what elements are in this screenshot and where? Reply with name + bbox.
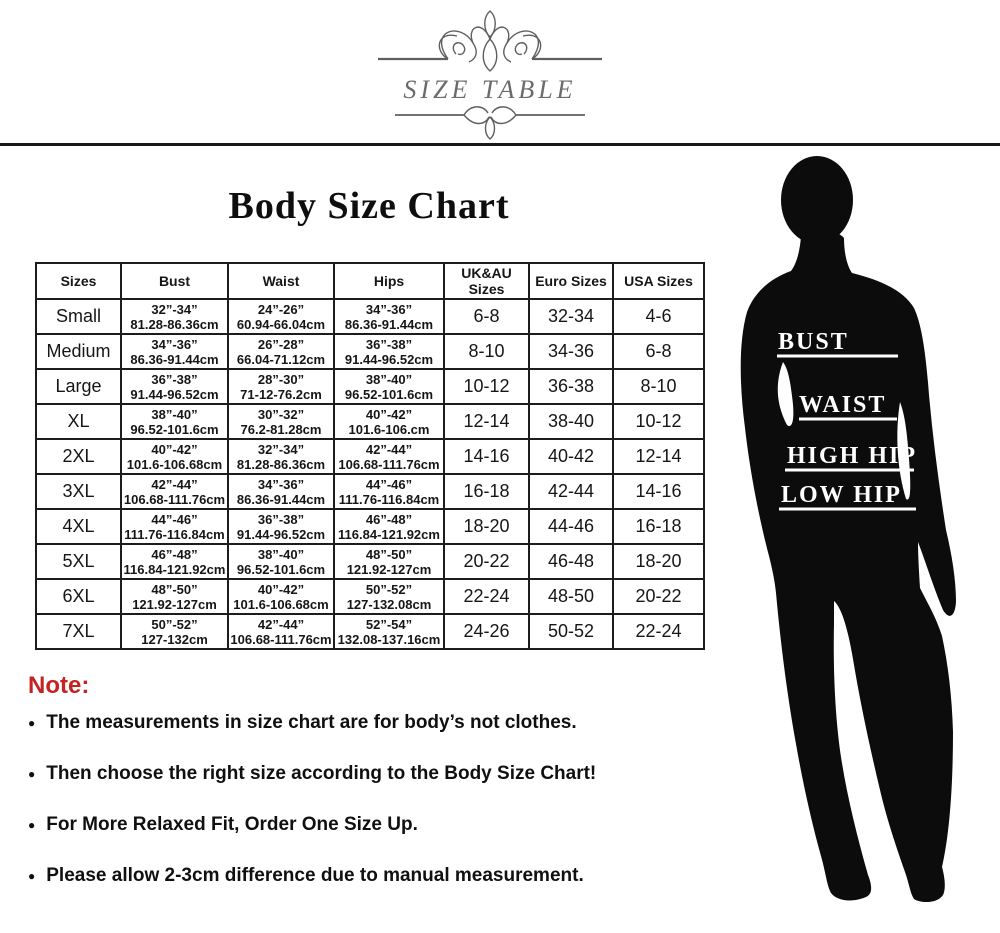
waist-inches: 38”-40” xyxy=(257,546,305,562)
waist-cell xyxy=(228,299,334,334)
waist-label: WAIST xyxy=(799,392,887,418)
bust-cell xyxy=(121,299,228,334)
hips-inches: 40”-42” xyxy=(365,406,413,422)
hips-inches: 44”-46” xyxy=(365,476,413,492)
bust-cm: 101.6-106.68cm xyxy=(126,456,223,472)
hips-cell xyxy=(334,439,444,474)
waist-inches: 32”-34” xyxy=(257,441,305,457)
hips-inches: 46”-48” xyxy=(365,511,413,527)
euro-cell: 36-38 xyxy=(529,369,613,404)
hips-cell xyxy=(334,369,444,404)
bust-inches: 32”-34” xyxy=(151,301,198,317)
waist-cell xyxy=(228,439,334,474)
hips-cell xyxy=(334,404,444,439)
body-silhouette xyxy=(700,140,1000,933)
waist-cm: 66.04-71.12cm xyxy=(236,351,326,367)
bust-inches: 40”-42” xyxy=(151,441,198,457)
bust-cell xyxy=(121,579,228,614)
bust-cm: 81.28-86.36cm xyxy=(130,316,219,332)
usa-cell: 18-20 xyxy=(613,544,704,579)
hips-cm: 86.36-91.44cm xyxy=(344,316,434,332)
ukau-cell: 16-18 xyxy=(444,474,529,509)
size-cell: Medium xyxy=(36,334,121,369)
ukau-cell: 24-26 xyxy=(444,614,529,649)
waist-cell xyxy=(228,614,334,649)
size-cell: Small xyxy=(36,299,121,334)
col-header-waist: Waist xyxy=(228,263,334,299)
bust-inches: 38”-40” xyxy=(151,406,198,422)
ukau-cell: 6-8 xyxy=(444,299,529,334)
size-cell: Large xyxy=(36,369,121,404)
waist-cell xyxy=(228,544,334,579)
table-row xyxy=(36,474,704,509)
ukau-cell: 22-24 xyxy=(444,579,529,614)
bust-inches: 48”-50” xyxy=(151,581,198,597)
usa-cell: 12-14 xyxy=(613,439,704,474)
bust-cell xyxy=(121,334,228,369)
usa-cell: 4-6 xyxy=(613,299,704,334)
ornament-title: SIZE TABLE xyxy=(403,75,577,104)
waist-cell xyxy=(228,404,334,439)
waist-inches: 34”-36” xyxy=(257,476,305,492)
hips-cell xyxy=(334,614,444,649)
waist-cm: 101.6-106.68cm xyxy=(233,596,329,612)
bullet-icon: ● xyxy=(28,869,36,883)
usa-cell: 16-18 xyxy=(613,509,704,544)
size-cell: 2XL xyxy=(36,439,121,474)
hips-cm: 116.84-121.92cm xyxy=(338,526,440,542)
col-header-bust: Bust xyxy=(121,263,228,299)
euro-cell: 32-34 xyxy=(529,299,613,334)
hips-cell xyxy=(334,544,444,579)
bust-inches: 36”-38” xyxy=(151,371,198,387)
table-row xyxy=(36,579,704,614)
hips-cm: 127-132.08cm xyxy=(346,596,432,612)
waist-cell xyxy=(228,509,334,544)
bullet-icon: ● xyxy=(28,767,36,781)
bust-cm: 127-132cm xyxy=(141,631,208,647)
size-cell: 4XL xyxy=(36,509,121,544)
hips-cell xyxy=(334,474,444,509)
bust-cm: 96.52-101.6cm xyxy=(130,421,219,437)
ornament-flourish xyxy=(360,5,620,140)
note-text: For More Relaxed Fit, Order One Size Up. xyxy=(46,814,418,835)
waist-cm: 76.2-81.28cm xyxy=(240,421,322,437)
bust-cell xyxy=(121,369,228,404)
page-title: Body Size Chart xyxy=(228,185,510,227)
ukau-cell: 8-10 xyxy=(444,334,529,369)
hips-cm: 121.92-127cm xyxy=(346,561,432,577)
ukau-cell: 10-12 xyxy=(444,369,529,404)
bust-inches: 50”-52” xyxy=(151,616,198,632)
waist-cell xyxy=(228,579,334,614)
col-header-euro: Euro Sizes xyxy=(529,263,613,299)
euro-cell: 34-36 xyxy=(529,334,613,369)
col-header-hips: Hips xyxy=(334,263,444,299)
usa-cell: 14-16 xyxy=(613,474,704,509)
table-row xyxy=(36,439,704,474)
waist-inches: 36”-38” xyxy=(257,511,305,527)
table-header-row xyxy=(36,263,704,299)
note-text: The measurements in size chart are for body’s not clothes. xyxy=(46,712,577,733)
size-cell: 6XL xyxy=(36,579,121,614)
size-cell: 3XL xyxy=(36,474,121,509)
hips-cm: 111.76-116.84cm xyxy=(338,491,440,507)
bust-cm: 106.68-111.76cm xyxy=(123,491,226,507)
waist-cell xyxy=(228,474,334,509)
note-text: Please allow 2-3cm difference due to manual measurement. xyxy=(46,865,584,886)
bust-cm: 116.84-121.92cm xyxy=(123,561,226,577)
waist-cm: 60.94-66.04cm xyxy=(236,316,326,332)
waist-cm: 86.36-91.44cm xyxy=(236,491,326,507)
high-hip-label: HIGH HIP xyxy=(787,443,918,469)
usa-cell: 22-24 xyxy=(613,614,704,649)
hips-inches: 52”-54” xyxy=(365,616,413,632)
waist-cell xyxy=(228,369,334,404)
usa-cell: 6-8 xyxy=(613,334,704,369)
table-row xyxy=(36,509,704,544)
hips-inches: 42”-44” xyxy=(365,441,413,457)
waist-cm: 96.52-101.6cm xyxy=(236,561,326,577)
body-size-table xyxy=(35,262,705,650)
note-item xyxy=(28,814,596,836)
bust-inches: 42”-44” xyxy=(151,476,198,492)
table-row xyxy=(36,299,704,334)
size-cell: 7XL xyxy=(36,614,121,649)
waist-cell xyxy=(228,334,334,369)
note-list xyxy=(28,712,596,887)
usa-cell: 20-22 xyxy=(613,579,704,614)
hips-cm: 106.68-111.76cm xyxy=(338,456,440,472)
ukau-cell: 14-16 xyxy=(444,439,529,474)
bust-inches: 34”-36” xyxy=(151,336,198,352)
waist-inches: 24”-26” xyxy=(257,301,305,317)
table-row xyxy=(36,334,704,369)
note-item xyxy=(28,763,596,785)
hips-inches: 50”-52” xyxy=(365,581,413,597)
hips-cell xyxy=(334,579,444,614)
col-header-ukau: UK&AU Sizes xyxy=(444,263,529,299)
usa-cell: 10-12 xyxy=(613,404,704,439)
table-row xyxy=(36,369,704,404)
euro-cell: 40-42 xyxy=(529,439,613,474)
euro-cell: 50-52 xyxy=(529,614,613,649)
hips-cm: 96.52-101.6cm xyxy=(344,386,434,402)
note-text: Then choose the right size according to the Body Size Chart! xyxy=(46,763,597,784)
size-cell: 5XL xyxy=(36,544,121,579)
hips-cm: 132.08-137.16cm xyxy=(337,631,441,647)
bust-cell xyxy=(121,544,228,579)
hips-cm: 101.6-106.cm xyxy=(348,421,430,437)
bust-cell xyxy=(121,404,228,439)
bust-cm: 111.76-116.84cm xyxy=(124,526,225,542)
low-hip-label: LOW HIP xyxy=(781,482,902,508)
note-item xyxy=(28,712,596,734)
bust-inches: 46”-48” xyxy=(151,546,198,562)
bust-cell xyxy=(121,439,228,474)
bust-cell xyxy=(121,474,228,509)
hips-inches: 38”-40” xyxy=(365,371,413,387)
bullet-icon: ● xyxy=(28,716,36,730)
table-row xyxy=(36,544,704,579)
hips-inches: 48”-50” xyxy=(365,546,413,562)
waist-inches: 40”-42” xyxy=(257,581,305,597)
note-item xyxy=(28,865,596,887)
col-header-usa: USA Sizes xyxy=(613,263,704,299)
ukau-cell: 12-14 xyxy=(444,404,529,439)
euro-cell: 46-48 xyxy=(529,544,613,579)
waist-inches: 42”-44” xyxy=(257,616,305,632)
waist-cm: 71-12-76.2cm xyxy=(240,386,322,402)
waist-cm: 91.44-96.52cm xyxy=(236,526,326,542)
euro-cell: 44-46 xyxy=(529,509,613,544)
table-row xyxy=(36,614,704,649)
bullet-icon: ● xyxy=(28,818,36,832)
euro-cell: 42-44 xyxy=(529,474,613,509)
table-row xyxy=(36,404,704,439)
hips-cell xyxy=(334,509,444,544)
waist-cm: 106.68-111.76cm xyxy=(230,631,332,647)
note-heading: Note: xyxy=(28,672,90,699)
bust-label: BUST xyxy=(778,329,849,355)
waist-inches: 28”-30” xyxy=(257,371,305,387)
bust-cell xyxy=(121,509,228,544)
col-header-sizes: Sizes xyxy=(36,263,121,299)
waist-cm: 81.28-86.36cm xyxy=(236,456,326,472)
hips-cell xyxy=(334,299,444,334)
bust-cm: 121.92-127cm xyxy=(132,596,217,612)
bust-cm: 86.36-91.44cm xyxy=(130,351,219,367)
hips-cm: 91.44-96.52cm xyxy=(344,351,434,367)
euro-cell: 48-50 xyxy=(529,579,613,614)
size-cell: XL xyxy=(36,404,121,439)
waist-inches: 30”-32” xyxy=(257,406,305,422)
ukau-cell: 18-20 xyxy=(444,509,529,544)
hips-inches: 36”-38” xyxy=(365,336,413,352)
bust-cell xyxy=(121,614,228,649)
usa-cell: 8-10 xyxy=(613,369,704,404)
bust-inches: 44”-46” xyxy=(151,511,198,527)
euro-cell: 38-40 xyxy=(529,404,613,439)
waist-inches: 26”-28” xyxy=(257,336,305,352)
hips-inches: 34”-36” xyxy=(365,301,413,317)
hips-cell xyxy=(334,334,444,369)
bust-cm: 91.44-96.52cm xyxy=(130,386,219,402)
ukau-cell: 20-22 xyxy=(444,544,529,579)
